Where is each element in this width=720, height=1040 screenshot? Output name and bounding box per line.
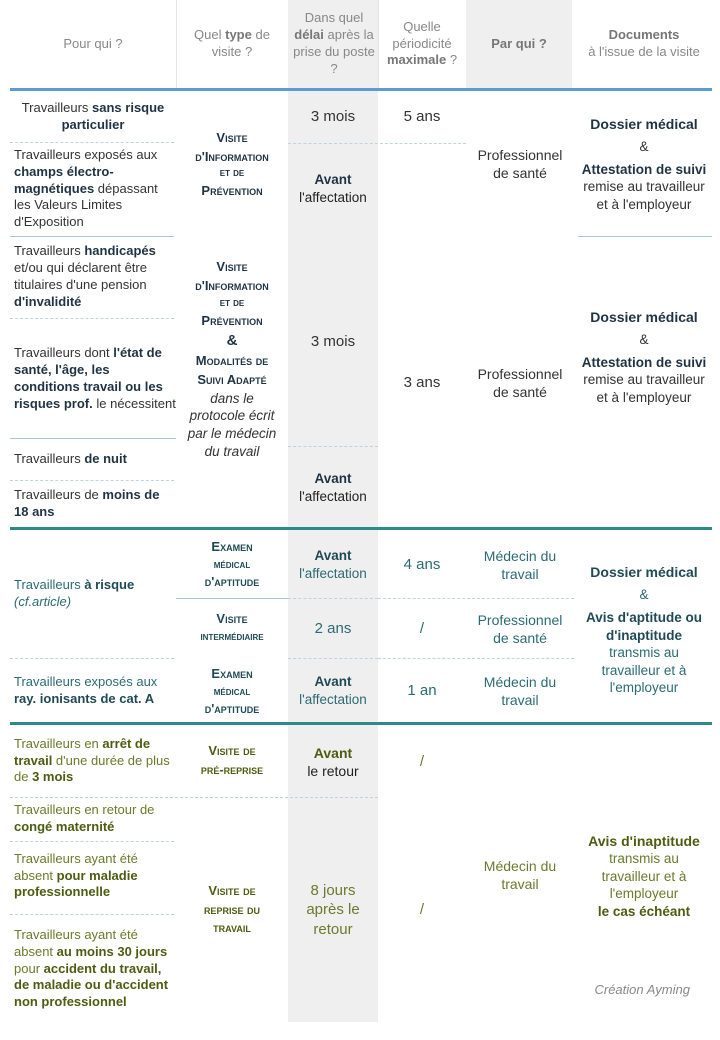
periodicite-5-ans: 5 ans (403, 108, 441, 126)
header-documents: Documents à l'issue de la visite (588, 27, 700, 59)
documents-section3: Avis d'inaptitude transmis au travailleur et à l'employeur le cas échéant (588, 832, 700, 919)
visite-intermediaire: Visite intermédiaire (200, 611, 264, 644)
documents-section2: Dossier médical & Avis d'aptitude ou d'inaptitude transmis au travailleur et à l'employeur (586, 564, 702, 696)
par-qui-professionnel-2: Professionnel de santé (477, 365, 563, 400)
periodicite-slash-3: / (419, 901, 425, 919)
row-nuit: Travailleurs de nuit (14, 450, 127, 466)
credit-text: Création Ayming (594, 982, 690, 997)
examen-medical-aptitude-2: Examen médical d'aptitude (204, 665, 260, 717)
header-par-qui: Par qui ? (491, 35, 547, 51)
documents-section1: Dossier médical & Attestation de suivi remise au travailleur et à l'employeur (581, 115, 707, 212)
delai-avant-affectation-3: Avant l'affectation (299, 548, 367, 581)
periodicite-1-an: 1 an (407, 682, 437, 700)
header-delai: Dans quel délai après la prise du poste ? (293, 10, 375, 76)
row-rayonnements-ionisants: Travailleurs exposés aux ray. ionisants de cat. A (14, 674, 158, 706)
row-absent-30-jours: Travailleurs ayant été absent au moins 30 jours pour accident du travail, de maladie ou d'accident non professionnel (14, 926, 169, 1010)
delai-avant-affectation-4: Avant l'affectation (299, 674, 367, 707)
periodicite-slash: / (419, 620, 425, 638)
row-handicapes: Travailleurs handicapés et/ou qui déclarent être titulaires d'une pension d'invalidité (14, 243, 156, 309)
par-qui-professionnel: Professionnel de santé (477, 146, 563, 181)
par-qui-professionnel-3: Professionnel de santé (477, 611, 563, 646)
delai-avant-retour: Avant le retour (307, 744, 359, 779)
examen-medical-aptitude-1: Examen médical d'aptitude (204, 538, 260, 590)
delai-avant-affectation: Avant l'affectation (299, 172, 367, 205)
par-qui-medecin-1: Médecin du travail (483, 547, 557, 582)
documents-section1b: Dossier médical & Attestation de suivi remise au travailleur et à l'employeur (581, 308, 707, 405)
periodicite-3-ans: 3 ans (403, 374, 441, 392)
periodicite-slash-2: / (419, 753, 425, 771)
delai-2-ans: 2 ans (314, 620, 352, 638)
row-conge-maternite: Travailleurs en retour de congé maternité (14, 802, 155, 834)
periodicite-4-ans: 4 ans (403, 556, 441, 574)
section2-rule (10, 527, 712, 530)
row-sans-risque: Travailleurs sans risque particulier (21, 100, 165, 132)
row-champs-electromagnetiques: Travailleurs exposés aux champs électro-magnétiques dépassant les Valeurs Limites d'Exposition (14, 146, 158, 230)
par-qui-medecin-2: Médecin du travail (483, 673, 557, 708)
visite-pre-reprise: Visite de pré-reprise (200, 743, 264, 777)
row-arret-travail: Travailleurs en arrêt de travail d'une durée de plus de 3 mois (14, 735, 170, 785)
row-a-risque: Travailleurs à risque (cf.article) (14, 577, 135, 609)
header-type-visite: Quel type de visite ? (194, 27, 270, 59)
row-maladie-professionnelle: Travailleurs ayant été absent pour maladie professionnelle (14, 850, 138, 900)
row-moins-18-ans: Travailleurs de moins de 18 ans (14, 487, 160, 519)
header-periodicite: Quelle périodicité maximale ? (386, 18, 458, 68)
delai-8-jours: 8 jours après le retour (306, 881, 360, 938)
visite-reprise-travail: Visite de reprise du travail (203, 882, 261, 936)
visite-modalites-suivi-adapte: Visite d'Information et de Prévention & Modalités de Suivi Adapté dans le protocole écrit par le médecin du travail (187, 259, 277, 459)
par-qui-medecin-3: Médecin du travail (483, 857, 557, 892)
row-etat-sante: Travailleurs dont l'état de santé, l'âge, les conditions travail ou les risques prof. le nécessitent (14, 345, 176, 411)
header-rule (10, 88, 712, 91)
delai-3-mois: 3 mois (310, 108, 356, 126)
visite-information-prevention: Visite d'Information et de Prévention (195, 129, 269, 199)
delai-3-mois-2: 3 mois (310, 333, 356, 351)
delai-avant-affectation-2: Avant l'affectation (299, 471, 367, 504)
header-pour-qui: Pour qui ? (63, 35, 123, 51)
section3-rule (10, 722, 712, 725)
